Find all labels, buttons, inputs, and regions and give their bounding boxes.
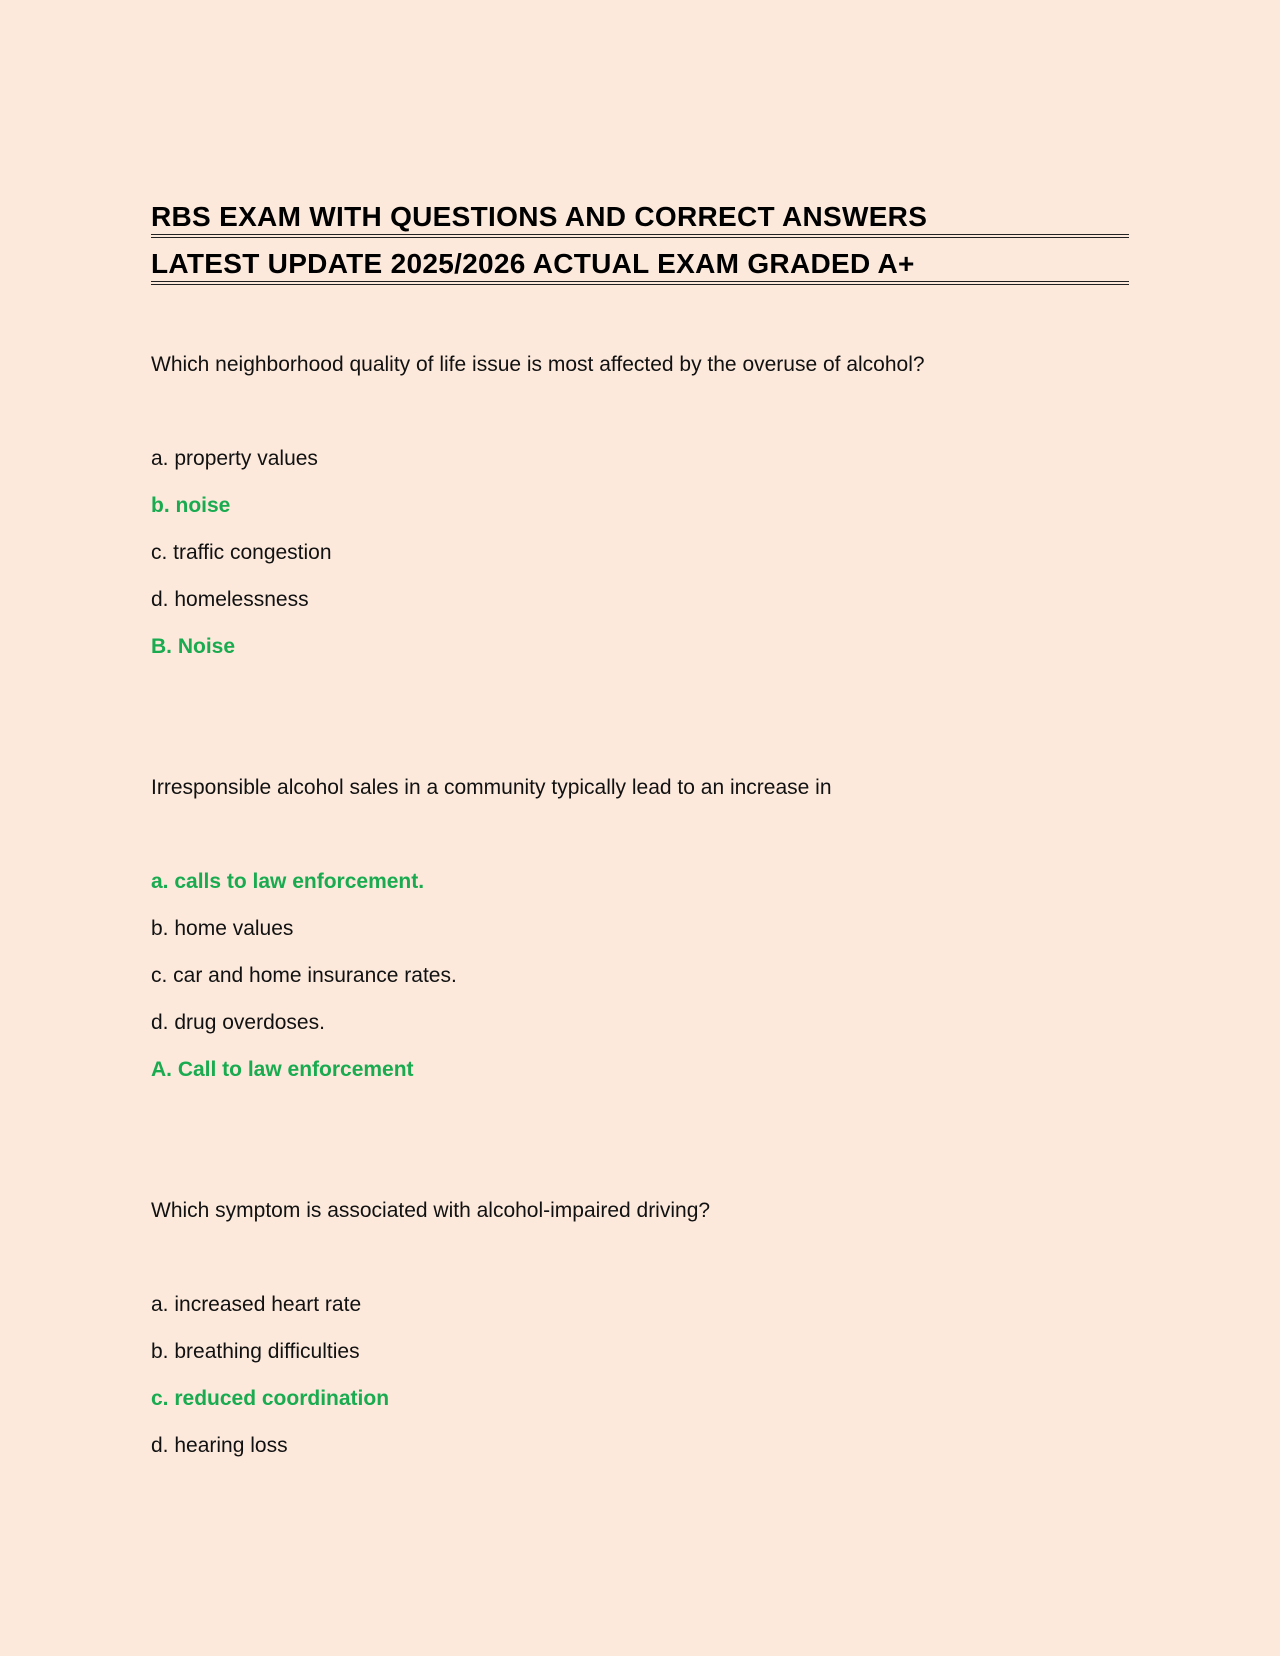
question-1-option-d: d. homelessness xyxy=(151,588,309,611)
question-1-answer: B. Noise xyxy=(151,635,236,658)
question-3-option-d: d. hearing loss xyxy=(151,1434,288,1457)
question-2-option-c: c. car and home insurance rates. xyxy=(151,964,457,987)
question-2-text: Irresponsible alcohol sales in a community typically lead to an increase in xyxy=(151,776,832,799)
document-title xyxy=(151,200,1129,294)
question-2-option-b: b. home values xyxy=(151,917,294,940)
question-2-answer: A. Call to law enforcement xyxy=(151,1058,414,1081)
question-2-option-a: a. calls to law enforcement. xyxy=(151,870,425,893)
question-1-option-c: c. traffic congestion xyxy=(151,541,332,564)
question-2-option-d: d. drug overdoses. xyxy=(151,1011,325,1034)
question-3-option-a: a. increased heart rate xyxy=(151,1293,362,1316)
question-3-text: Which symptom is associated with alcohol-impaired driving? xyxy=(151,1199,711,1222)
question-1-option-a: a. property values xyxy=(151,447,318,470)
question-3-option-b: b. breathing difficulties xyxy=(151,1340,360,1363)
title-line-2: LATEST UPDATE 2025/2026 ACTUAL EXAM GRADED A+ xyxy=(151,247,1129,285)
question-1-text: Which neighborhood quality of life issue is most affected by the overuse of alcohol? xyxy=(151,353,925,376)
question-3-option-c: c. reduced coordination xyxy=(151,1387,390,1410)
question-1-option-b: b. noise xyxy=(151,494,231,517)
title-line-1: RBS EXAM WITH QUESTIONS AND CORRECT ANSWERS xyxy=(151,200,1129,238)
